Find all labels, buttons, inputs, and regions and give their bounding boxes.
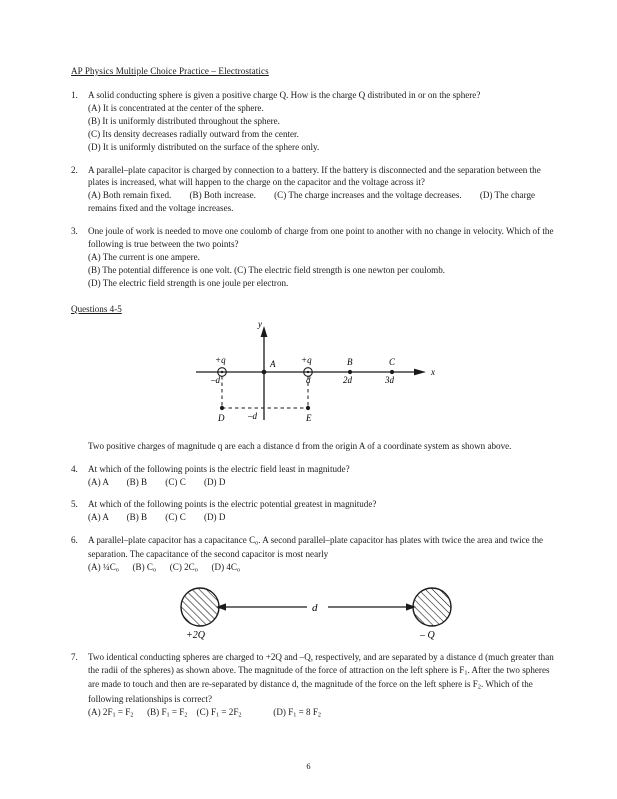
- question-item: [71, 89, 560, 154]
- right-sphere: [413, 588, 451, 626]
- coordinate-diagram-svg: [186, 320, 446, 430]
- point-a-label: A: [269, 358, 275, 369]
- point-b-marker: [347, 370, 351, 374]
- point-d-label: D: [217, 412, 224, 423]
- left-sphere-label: +2Q: [185, 630, 205, 642]
- question-number: 4.: [71, 463, 78, 474]
- question-item: [71, 651, 560, 719]
- answer-option[interactable]: (A) The current is one ampere.: [88, 251, 200, 262]
- point-e-label: E: [305, 412, 311, 423]
- question-number: 6.: [71, 535, 78, 546]
- question-body: [88, 89, 560, 154]
- y-axis-label: y: [257, 319, 262, 329]
- question-item: [71, 498, 560, 524]
- charge-left-label: +q: [214, 354, 226, 365]
- page-number: 6: [306, 762, 311, 771]
- answer-option[interactable]: (B) The potential difference is one volt. (C) The electric field strength is one newton per coulomb.: [88, 264, 446, 275]
- charge-right-position-label: d: [305, 374, 310, 385]
- point-e-marker: [305, 406, 309, 410]
- point-c-position-label: 3d: [384, 374, 394, 385]
- question-stem: At which of the following points is the electric field least in magnitude?: [88, 463, 350, 474]
- point-d-marker: [219, 406, 223, 410]
- question-stem: A parallel–plate capacitor is charged by connection to a battery. If the battery is disconnected and the separation between the plates is increased, what will happen to the charge on the capacitor and the voltage across it?: [88, 164, 541, 188]
- question-number: 7.: [71, 652, 78, 663]
- point-a-marker: [261, 369, 266, 374]
- question-number: 1.: [71, 90, 78, 100]
- answer-option[interactable]: (A) It is concentrated at the center of the sphere.: [88, 102, 264, 113]
- question-stem: Two identical conducting spheres are charged to +2Q and –Q, respectively, and are separated by a distance d (much greater than the radii of the spheres) as shown above. The magnitude of the force of attraction on the left sphere is $F_1$. After the two spheres are made to touch and then are re-separated by distance d, the magnitude of the force on the left sphere is $F_2$. Which of the following relationships is correct?: [88, 652, 554, 704]
- y-negative-d-label: –d: [247, 410, 257, 421]
- answer-option[interactable]: (A) Both remain fixed. (B) Both increase. (C) The charge increases and the voltage decreases. (D) The charge remains fixed and the voltage increases.: [88, 190, 538, 214]
- answer-option[interactable]: (A) A (B) B (C) C (D) D: [88, 476, 226, 487]
- question-body: [88, 498, 560, 524]
- question-stem: A solid conducting sphere is given a positive charge Q. How is the charge Q distributed in or on the sphere?: [88, 90, 481, 100]
- point-c-marker: [389, 370, 393, 374]
- question-stem: At which of the following points is the electric potential greatest in magnitude?: [88, 499, 377, 510]
- answer-option[interactable]: (C) Its density decreases radially outward from the center.: [88, 128, 299, 139]
- question-item: [71, 225, 560, 290]
- answer-option[interactable]: (D) It is uniformly distributed on the surface of the sphere only.: [88, 141, 320, 152]
- point-c-label: C: [388, 356, 395, 367]
- question-body: [88, 225, 560, 290]
- answer-option[interactable]: (D) The electric field strength is one joule per electron.: [88, 277, 289, 288]
- answer-option[interactable]: (A) A (B) B (C) C (D) D: [88, 512, 226, 523]
- coordinate-figure: [71, 320, 560, 430]
- question-number: 3.: [71, 226, 78, 237]
- point-b-label: B: [346, 356, 352, 367]
- answer-option[interactable]: (B) It is uniformly distributed throughout the sphere.: [88, 115, 280, 126]
- charge-left-position-label: –d: [210, 374, 220, 385]
- charge-left-center-dot: [220, 370, 222, 372]
- spheres-diagram-svg: [166, 585, 466, 643]
- x-axis-arrowhead: [414, 368, 426, 375]
- answer-option[interactable]: (A) $2F_1 = F_2$ (B) $F_1 = F_2$ (C) $F_1 = 2F_2$ (D) $F_1 = 8$ $F_2$: [88, 706, 322, 718]
- question-body: [88, 164, 560, 216]
- question-body: [88, 651, 560, 719]
- figure-caption: Two positive charges of magnitude q are each a distance d from the origin A of a coordinate system as shown above.: [88, 440, 512, 451]
- right-sphere-label: – Q: [419, 630, 435, 642]
- section-header: Questions 4-5: [71, 303, 122, 314]
- x-axis-label: x: [430, 366, 435, 377]
- question-stem: A parallel–plate capacitor has a capacitance $C_o$. A second parallel–plate capacitor has plates with twice the area and twice the separation. The capacitance of the second capacitor is most nearly: [88, 535, 544, 560]
- question-item: [71, 534, 560, 575]
- question-body: [88, 534, 560, 575]
- page-title: AP Physics Multiple Choice Practice – Electrostatics: [71, 66, 269, 76]
- charge-right-center-dot: [306, 370, 308, 372]
- point-b-position-label: 2d: [342, 374, 352, 385]
- distance-label: d: [311, 602, 317, 615]
- charge-right-label: +q: [300, 354, 312, 365]
- question-item: [71, 463, 560, 489]
- question-number: 5.: [71, 499, 78, 510]
- question-stem: One joule of work is needed to move one coulomb of charge from one point to another with no change in velocity. Which of the following is true between the two points?: [88, 226, 554, 250]
- question-number: 2.: [71, 164, 78, 175]
- question-body: [88, 463, 560, 489]
- left-sphere: [181, 588, 219, 626]
- spheres-figure: [71, 585, 560, 643]
- answer-option[interactable]: (A) $\frac{1}{4}C_o$ (B) $C_o$ (C) $2C_o$ (D) $4C_o$: [88, 562, 241, 574]
- question-item: [71, 164, 560, 216]
